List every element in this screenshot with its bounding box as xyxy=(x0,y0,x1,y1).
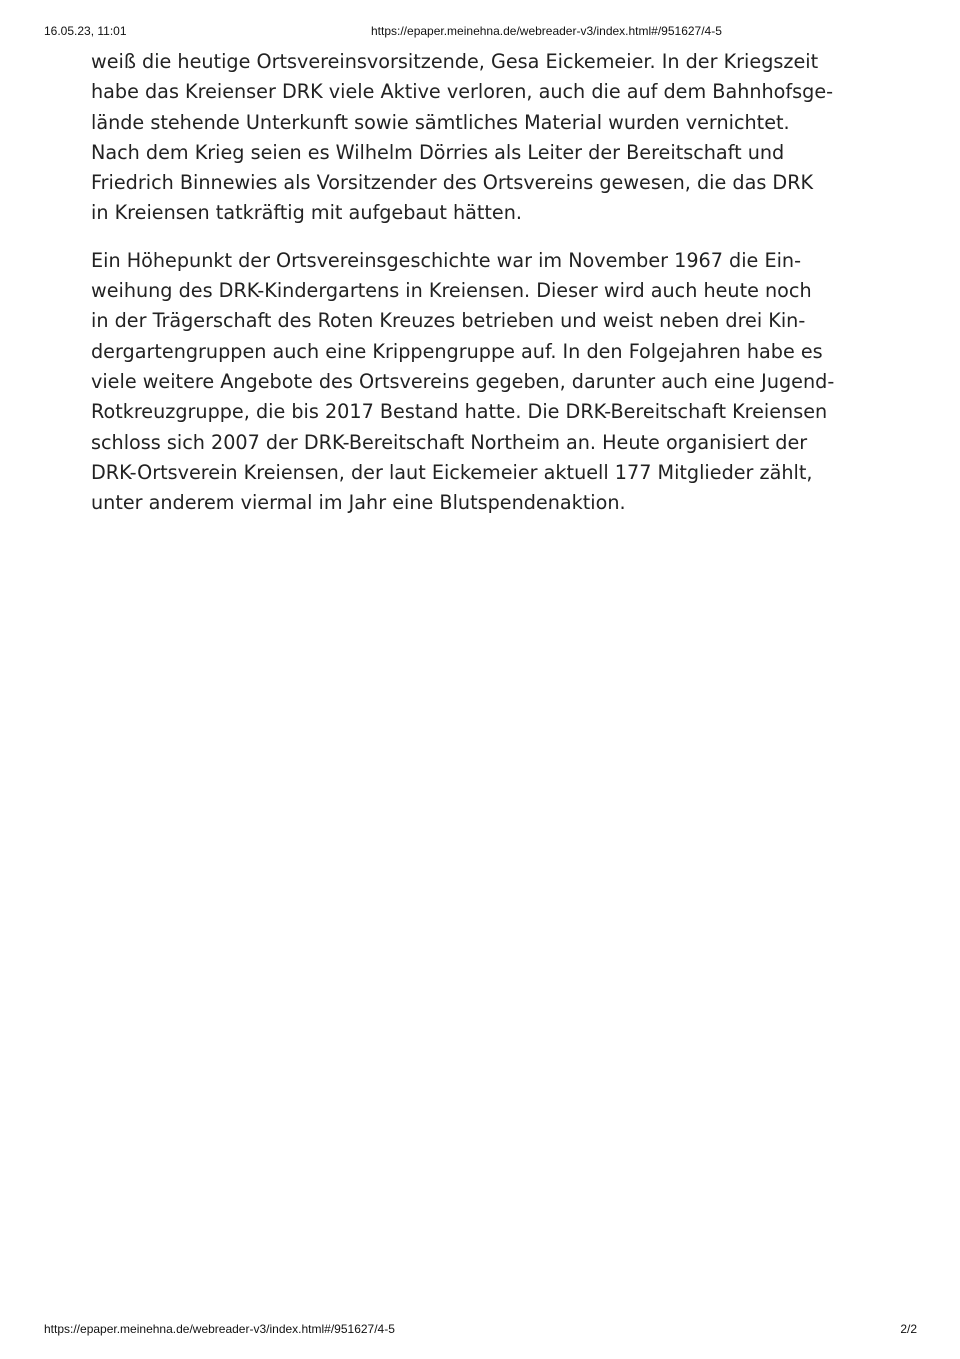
print-header-url: https://epaper.meinehna.de/webreader-v3/index.html#/951627/4-5 xyxy=(371,24,722,38)
text-line: weihung des DRK-Kindergartens in Kreiensen. Dieser wird auch heute noch xyxy=(91,279,812,303)
text-line: habe das Kreienser DRK viele Aktive verloren, auch die auf dem Bahnhofsge- xyxy=(91,80,834,104)
text-line: in der Trägerschaft des Roten Kreuzes betrieben und weist neben drei Kin- xyxy=(91,309,806,333)
text-line: in Kreiensen tatkräftig mit aufgebaut hätten. xyxy=(91,201,522,225)
text-line: Nach dem Krieg seien es Wilhelm Dörries als Leiter der Bereitschaft und xyxy=(91,140,785,164)
text-line: Rotkreuzgruppe, die bis 2017 Bestand hatte. Die DRK-Bereitschaft Kreiensen xyxy=(91,400,828,424)
text-line: dergartengruppen auch eine Krippengruppe auf. In den Folgejahren habe es xyxy=(91,339,823,363)
text-line: viele weitere Angebote des Ortsvereins gegeben, darunter auch eine Jugend- xyxy=(91,369,835,393)
text-line: Friedrich Binnewies als Vorsitzender des Ortsvereins gewesen, die das DRK xyxy=(91,171,814,195)
text-line: DRK-Ortsverein Kreiensen, der laut Eickemeier aktuell 177 Mitglieder zählt, xyxy=(91,460,813,484)
article-body xyxy=(91,47,881,535)
print-datetime: 16.05.23, 11:01 xyxy=(44,24,127,38)
text-line: weiß die heutige Ortsvereinsvorsitzende, Gesa Eickemeier. In der Kriegszeit xyxy=(91,50,819,73)
text-line: lände stehende Unterkunft sowie sämtliches Material wurden vernichtet. xyxy=(91,110,790,134)
text-line: Ein Höhepunkt der Ortsvereinsgeschichte war im November 1967 die Ein- xyxy=(91,248,802,272)
print-footer-url: https://epaper.meinehna.de/webreader-v3/index.html#/951627/4-5 xyxy=(44,1322,395,1336)
text-line: schloss sich 2007 der DRK-Bereitschaft Northeim an. Heute organisiert der xyxy=(91,430,808,454)
article-paragraph xyxy=(91,246,881,519)
text-line: unter anderem viermal im Jahr eine Blutspendenaktion. xyxy=(91,491,626,515)
page-number: 2/2 xyxy=(900,1322,917,1336)
article-paragraph xyxy=(91,47,881,229)
